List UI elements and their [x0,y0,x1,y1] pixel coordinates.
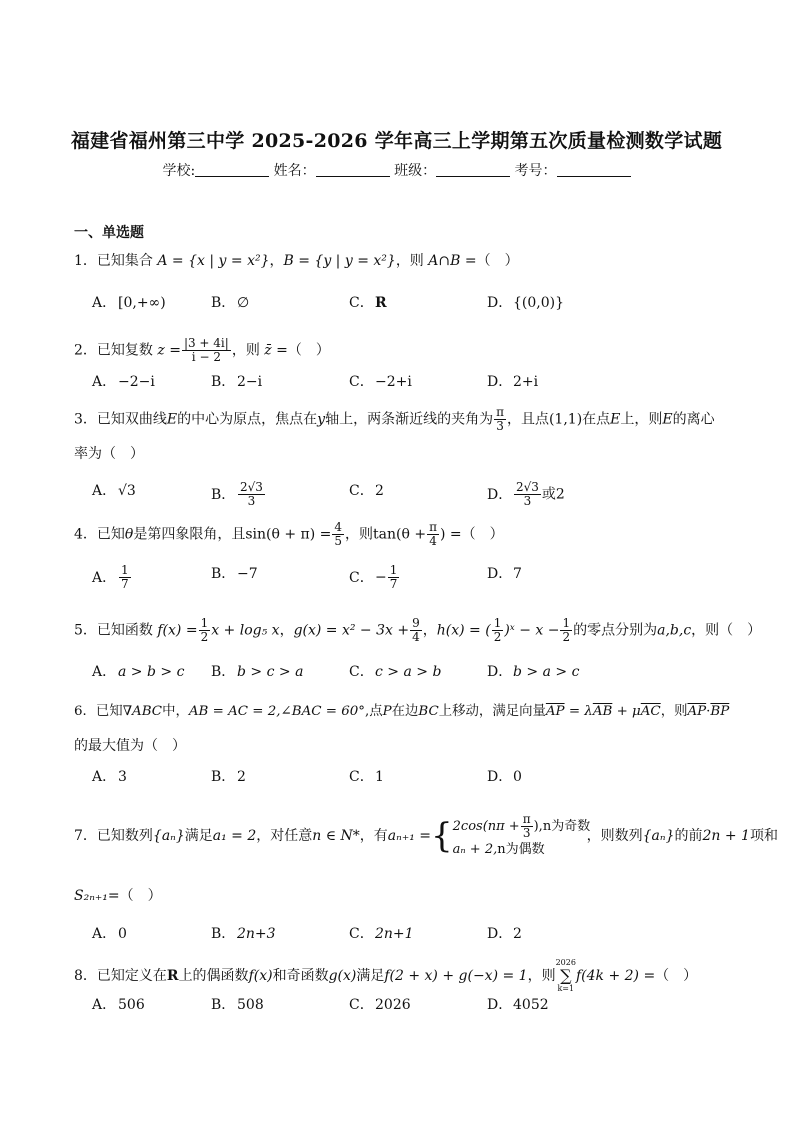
option-text: c > a > b [375,664,442,680]
stem-text: ，则 [231,342,265,359]
option-b[interactable] [211,995,264,1015]
math-expr: tan(θ + [373,526,427,543]
fraction-denominator: 3 [247,494,256,508]
question-1 [74,251,519,271]
option-a[interactable] [92,293,166,313]
question-3-line-2: 率为（ ） [74,446,144,462]
options-8 [92,995,692,1015]
stem-text: ，则数列 [586,828,643,844]
fraction [119,564,131,591]
stem-text: 已知复数 [96,342,158,359]
option-text: 2+i [513,374,539,390]
fraction-numerator: 1 [200,616,209,630]
fraction-numerator: |3 + 4i| [183,336,229,350]
option-text: −7 [237,566,258,582]
stem-text: 已知集合 [96,253,158,269]
option-text: 506 [118,997,145,1013]
math-expr: θ [124,526,134,543]
option-label: A． [92,926,117,942]
math-expr: {aₙ} [152,828,185,844]
stem-text: ，则 [395,253,429,269]
math-expr: g(x) = x² − 3x + [293,622,410,639]
math-expr: · [706,704,711,719]
math-expr: BC [418,704,439,719]
math-expr: a,b,c [657,622,692,639]
math-expr: f(2 + x) + g(−x) = 1 [384,968,528,984]
options-5 [92,662,692,682]
fraction-numerator: π [496,405,504,419]
math-expr: A∩B = [428,253,477,269]
option-text: b > a > c [513,664,580,680]
option-label: D． [487,664,513,680]
fraction-denominator: 3 [522,825,531,840]
question-number: 3． [74,411,97,428]
option-b[interactable] [211,564,258,584]
math-expr: E [166,411,178,428]
stem-text: 是第四象限角，且 [133,526,246,543]
option-text: ∅ [237,295,250,311]
fraction-denominator: 4 [429,534,437,548]
option-d[interactable] [487,924,522,944]
summation [556,958,576,994]
option-label: A． [92,569,117,586]
option-suffix: 或2 [541,486,565,503]
math-expr: f(x) [248,968,273,984]
option-d[interactable] [487,995,549,1015]
option-c[interactable] [349,662,441,682]
stem-text: 的零点分别为 [573,622,658,639]
question-number: 6． [74,704,96,719]
option-c[interactable] [349,924,414,944]
fraction-numerator: π [429,520,437,534]
stem-text: ，且点 [506,411,549,428]
fraction [521,813,533,840]
math-expr: y [317,411,326,428]
stem-text: 满足 [184,828,213,844]
option-c[interactable] [349,564,400,591]
option-label: B． [211,374,236,390]
option-label: A． [92,664,117,680]
fraction [410,617,422,644]
option-b[interactable] [211,372,262,392]
option-b[interactable] [211,481,266,508]
stem-text: 已知 [95,704,123,719]
name-blank [316,162,390,177]
option-d[interactable] [487,767,522,787]
math-expr: a₁ = 2 [212,828,257,844]
sum-upper: 2026 [555,958,576,967]
option-label: A． [92,997,117,1013]
vector-bp: $\overline{BP}$ [710,704,730,719]
option-label: B． [211,664,236,680]
section-title: 一、单选题 [74,225,144,241]
stem-text: ， [422,622,437,639]
options-4 [92,563,692,591]
student-info-line [0,160,793,180]
stem-text: （ ） [461,526,504,543]
math-expr: + μ [612,704,641,719]
math-expr: A = {x | y = x²} [157,253,270,269]
math-expr: z̄ = [264,342,288,359]
fraction [238,481,265,508]
option-text: a > b > c [118,664,185,680]
stem-text: =（ ） [107,888,162,904]
math-expr: AB = AC = 2,∠BAC = 60° [188,704,365,719]
stem-text: 在边 [391,704,419,719]
option-text: 4052 [513,997,549,1013]
stem-text: ，则 [660,704,688,719]
math-expr: aₙ + 2, [452,841,498,857]
fraction-denominator: 5 [334,534,343,548]
stem-text: 的离心 [672,411,715,428]
stem-text: 项和 [749,828,778,844]
question-4 [74,521,504,548]
option-d[interactable] [487,564,522,584]
option-label: A． [92,374,117,390]
option-text: R [375,295,387,311]
math-expr: = λ [564,704,593,719]
fraction-denominator: 2 [200,630,209,644]
fraction-numerator: 2√3 [240,480,263,494]
option-label: B． [211,486,236,503]
math-expr: ), [533,818,543,834]
sum-lower: k=1 [557,984,575,993]
option-label: A． [92,769,117,785]
stem-text: ，则（ ） [691,622,762,639]
fraction-denominator: 2 [493,630,502,644]
fraction-numerator: π [522,811,531,826]
option-text: −2−i [118,374,155,390]
option-label: C． [349,295,374,311]
exam-number-label: 考号： [514,163,557,179]
stem-text: ，则 [527,968,556,984]
options-6 [92,767,692,787]
option-text: {(0,0)} [513,295,565,311]
option-c[interactable] [349,372,412,392]
math-expr: ) = [440,526,462,543]
fraction-numerator: 1 [493,616,502,630]
fraction-denominator: i − 2 [191,350,221,364]
option-text: 2 [513,926,522,942]
question-6 [74,702,729,722]
option-text: 2n+1 [375,926,414,942]
math-expr: E [662,411,673,428]
stem-text: 已知函数 [96,622,158,639]
case-odd [452,811,591,840]
math-expr: g(x) [328,968,357,984]
fraction [494,406,506,433]
question-number: 1． [74,253,97,269]
option-label: C． [349,664,374,680]
class-blank [436,162,510,177]
option-prefix: − [375,569,387,586]
stem-text: 已知 [96,526,125,543]
option-d[interactable] [487,662,579,682]
option-text: −2+i [375,374,412,390]
stem-text: ，则 [345,526,374,543]
fraction-denominator: 7 [121,577,129,591]
vector-ap: $\overline{AP}$ [545,704,565,719]
option-label: D． [487,566,513,582]
option-text: 2 [375,483,384,499]
option-label: C． [349,569,374,586]
option-label: C． [349,769,374,785]
stem-text: （ ） [655,968,698,984]
option-text: 0 [513,769,522,785]
option-label: A． [92,295,117,311]
piecewise-cases [452,811,591,860]
option-label: D． [487,295,513,311]
stem-text: （ ） [476,253,519,269]
math-expr: ∇ABC [122,704,163,719]
stem-text: 的前 [674,828,703,844]
math-expr: z = [157,342,181,359]
option-a[interactable] [92,662,184,682]
option-text: 7 [513,566,522,582]
option-text: 2026 [375,997,411,1013]
fraction-numerator: 1 [389,563,398,577]
fraction-denominator: 4 [412,630,420,644]
option-a[interactable] [92,924,127,944]
question-3 [74,406,715,433]
option-a[interactable] [92,481,136,501]
option-label: C． [349,997,374,1013]
fraction-denominator: 2 [562,630,571,644]
option-label: D． [487,997,513,1013]
fraction-numerator: 1 [121,563,129,577]
option-label: D． [487,374,513,390]
stem-text: 的中心为原点，焦点在 [177,411,318,428]
question-5 [74,617,761,644]
option-b[interactable] [211,662,303,682]
option-text: b > c > a [237,664,304,680]
option-text: [0,+∞) [118,295,166,311]
option-label: D． [487,769,513,785]
fraction [514,481,541,508]
case-condition: n为偶数 [497,841,545,857]
stem-text: 已知定义在 [96,968,167,984]
options-1 [92,293,692,313]
option-d[interactable] [487,293,564,313]
option-label: C． [349,374,374,390]
option-c[interactable] [349,293,387,313]
question-7 [74,808,778,864]
math-expr: f(x) = [157,622,198,639]
option-text: 2−i [237,374,263,390]
piecewise-brace: { [431,816,453,856]
math-expr: S₂ₙ₊₁ [74,888,108,904]
page-title: 福建省福州第三中学 2025-2026 学年高三上学期第五次质量检测数学试题 [70,130,723,152]
stem-text: （ ） [287,342,330,359]
fraction-numerator: 2√3 [516,480,539,494]
math-expr: P [382,704,392,719]
fraction-denominator: 3 [523,494,532,508]
vector-ac: $\overline{AC}$ [640,704,661,719]
question-number: 4． [74,526,97,543]
option-d[interactable] [487,481,565,508]
name-label: 姓名： [273,163,316,179]
math-expr: 2n + 1 [702,828,750,844]
question-7-line-2 [74,886,162,906]
math-expr: aₙ₊₁ = [387,828,431,844]
case-condition: n为奇数 [542,818,591,834]
option-a[interactable] [92,995,145,1015]
school-blank [195,162,269,177]
option-label: B． [211,769,236,785]
option-label: D． [487,926,513,942]
math-expr: R [166,968,179,984]
math-expr: f(4k + 2) = [575,968,656,984]
option-label: B． [211,566,236,582]
option-a[interactable] [92,564,132,591]
math-expr: E [610,411,621,428]
option-label: B． [211,926,236,942]
math-expr: B = {y | y = x²} [283,253,396,269]
vector-ab: $\overline{AB}$ [592,704,613,719]
option-label: B． [211,295,236,311]
stem-text: ， [269,253,284,269]
math-expr: (1,1) [548,411,583,428]
fraction [492,617,504,644]
option-label: D． [487,486,513,503]
option-a[interactable] [92,767,127,787]
option-c[interactable] [349,481,384,501]
stem-text: ，有 [359,828,388,844]
option-label: C． [349,483,374,499]
stem-text: 和奇函数 [272,968,329,984]
question-8 [74,958,698,993]
fraction [388,564,400,591]
fraction-numerator: 4 [334,520,343,534]
options-3 [92,480,692,508]
sum-symbol: ∑ [560,966,572,985]
options-7 [92,924,692,944]
math-expr: n ∈ N* [312,828,360,844]
options-2 [92,372,692,392]
math-expr: x + log₅ x [211,622,280,639]
option-text: 2 [237,769,246,785]
option-text: 2n+3 [237,926,276,942]
math-expr: 2cos(nπ + [452,818,520,834]
question-6-line-2: 的最大值为（ ） [74,738,186,754]
fraction-denominator: 7 [389,577,398,591]
fraction-numerator: 9 [412,616,420,630]
fraction [182,337,231,364]
stem-text: 上的偶函数 [178,968,249,984]
stem-text: ,点 [364,704,383,719]
option-b[interactable] [211,293,249,313]
option-text: 0 [118,926,127,942]
stem-text: 轴上，两条渐近线的夹角为 [325,411,494,428]
stem-text: 已知数列 [96,828,153,844]
option-b[interactable] [211,767,246,787]
option-label: A． [92,483,117,499]
class-label: 班级： [394,163,437,179]
option-a[interactable] [92,372,155,392]
option-b[interactable] [211,924,276,944]
exam-number-blank [557,162,631,177]
option-text: 508 [237,997,264,1013]
question-number: 7． [74,828,97,844]
fraction-denominator: 3 [496,419,504,433]
vector-ap: $\overline{AP}$ [687,704,707,719]
school-label: 学校: [162,163,196,179]
stem-text: 上，则 [620,411,663,428]
stem-text: 上移动，满足向量 [438,704,546,719]
stem-text: 满足 [356,968,385,984]
math-expr: {aₙ} [642,828,675,844]
math-expr: sin(θ + π) = [245,526,332,543]
option-d[interactable] [487,372,538,392]
option-text: √3 [118,483,136,499]
math-expr: )ˣ − x − [504,622,560,639]
case-even [453,840,587,860]
question-number: 2． [74,342,97,359]
fraction [427,521,439,548]
option-c[interactable] [349,995,411,1015]
math-expr: h(x) = ( [436,622,491,639]
option-text: 3 [118,769,127,785]
fraction [199,617,211,644]
stem-text: ， [279,622,294,639]
fraction-numerator: 1 [562,616,571,630]
fraction [560,617,572,644]
question-number: 5． [74,622,97,639]
question-2 [74,337,330,364]
stem-text: 已知双曲线 [96,411,167,428]
fraction [332,521,344,548]
option-label: C． [349,926,374,942]
option-text: 1 [375,769,384,785]
option-label: B． [211,997,236,1013]
question-number: 8． [74,968,97,984]
stem-text: ，对任意 [256,828,313,844]
stem-text: 中， [162,704,189,719]
stem-text: 在点 [582,411,611,428]
option-c[interactable] [349,767,384,787]
